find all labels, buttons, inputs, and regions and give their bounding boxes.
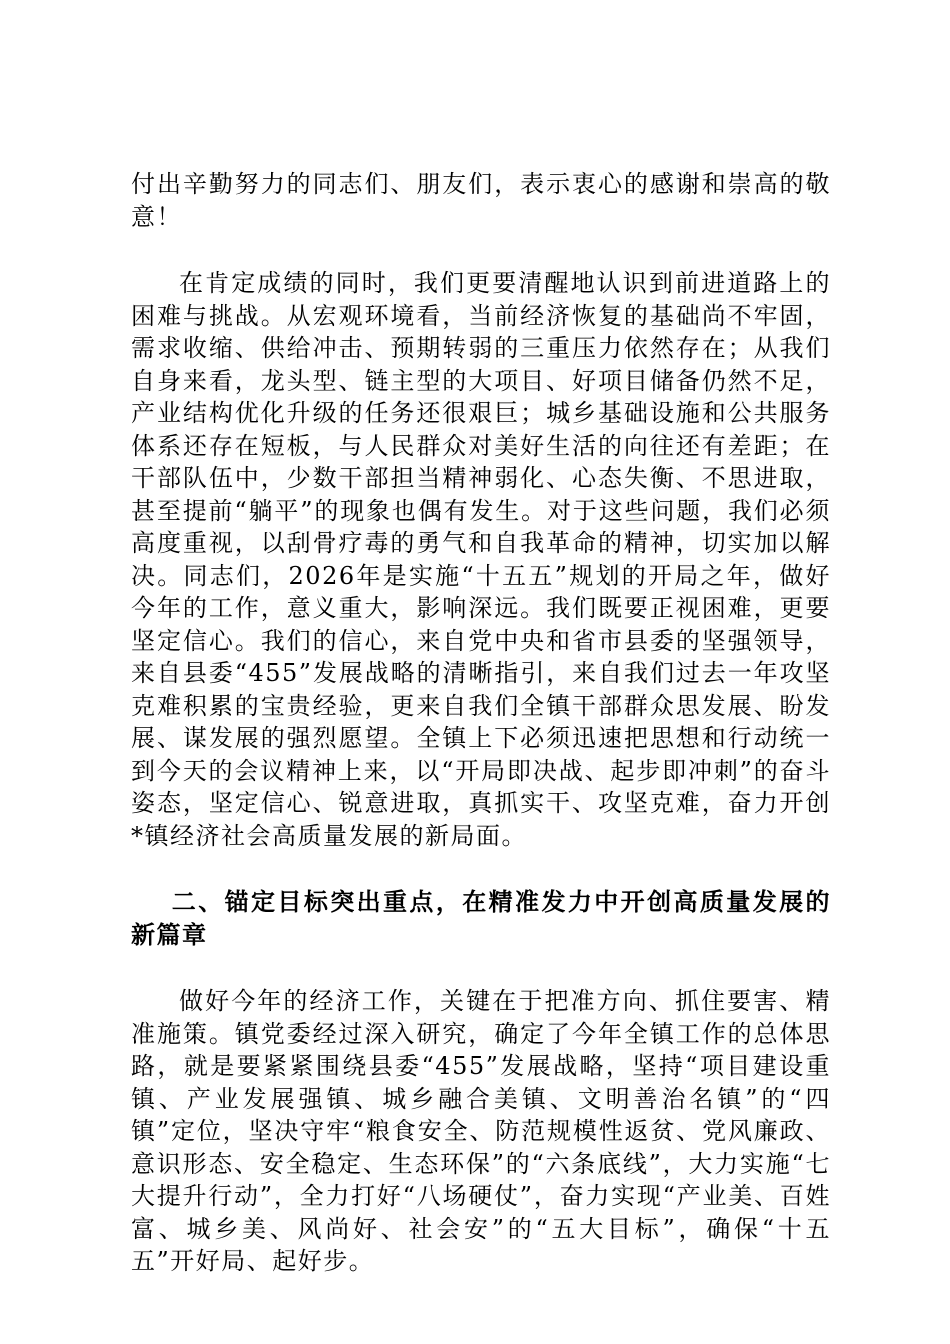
paragraph-overall-plan: 做好今年的经济工作，关键在于把准方向、抓住要害、精准施策。镇党委经过深入研究，确定了今年全镇工作的总体思路，就是要紧紧围绕县委“455”发展战略，坚持“项目建设重镇、产业发展强镇、城乡融合美镇、文明善治名镇”的“四镇”定位，坚决守牢“粮食安全、防范规模性返贫、党风廉政、意识形态、安全稳定、生态环保”的“六条底线”，大力实施“七大提升行动”，全力打好“八场硬仗”，奋力实现“产业美、百姓富、城乡美、风尚好、社会安”的“五大目标”，确保“十五五”开好局、起好步。 [131, 987, 831, 1275]
document-body [131, 168, 831, 1278]
paragraph-continuation: 付出辛勤努力的同志们、朋友们，表示衷心的感谢和崇高的敬意！ [131, 170, 831, 231]
paragraph-challenges: 在肯定成绩的同时，我们更要清醒地认识到前进道路上的困难与挑战。从宏观环境看，当前经济恢复的基础尚不牢固，需求收缩、供给冲击、预期转弱的三重压力依然存在；从我们自身来看，龙头型、链主型的大项目、好项目储备仍然不足，产业结构优化升级的任务还很艰巨；城乡基础设施和公共服务体系还存在短板，与人民群众对美好生活的向往还有差距；在干部队伍中，少数干部担当精神弱化、心态失衡、不思进取，甚至提前“躺平”的现象也偶有发生。对于这些问题，我们必须高度重视，以刮骨疗毒的勇气和自我革命的精神，切实加以解决。同志们，2026年是实施“十五五”规划的开局之年，做好今年的工作，意义重大，影响深远。我们既要正视困难，更要坚定信心。我们的信心，来自党中央和省市县委的坚强领导，来自县委“455”发展战略的清晰指引，来自我们过去一年攻坚克难积累的宝贵经验，更来自我们全镇干部群众思发展、盼发展、谋发展的强烈愿望。全镇上下必须迅速把思想和行动统一到今天的会议精神上来，以“开局即决战、起步即冲刺”的奋斗姿态，坚定信心、锐意进取，真抓实干、攻坚克难，奋力开创*镇经济社会高质量发展的新局面。 [131, 269, 831, 850]
section-heading: 二、锚定目标突出重点，在精准发力中开创高质量发展的新篇章 [131, 888, 831, 949]
